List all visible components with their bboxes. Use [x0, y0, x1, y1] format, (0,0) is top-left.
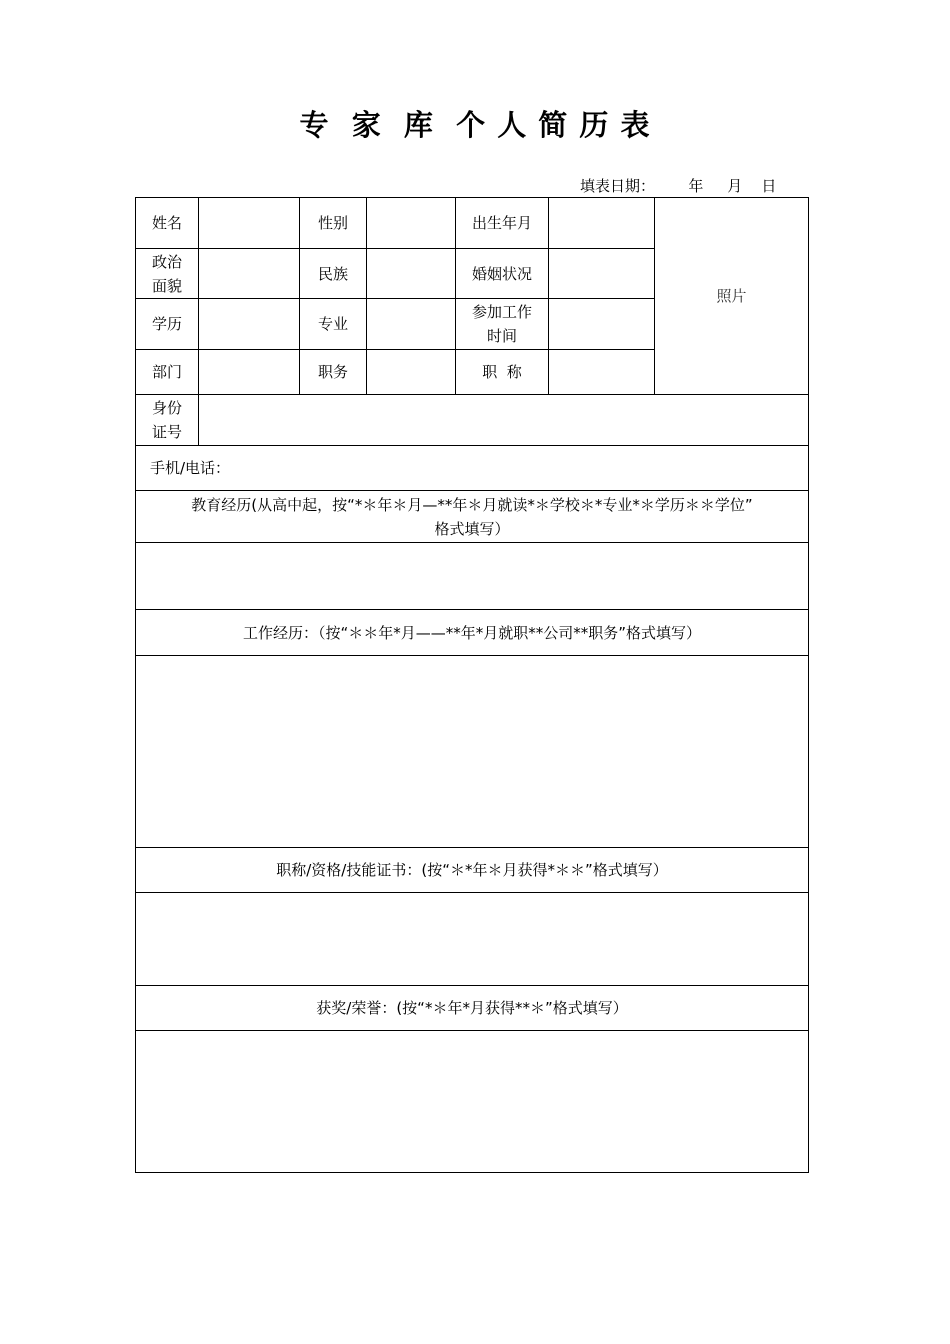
label-ethnicity: 民族 — [299, 248, 367, 299]
awards-header-text: 获奖/荣誉：(按“*＊年*月获得**＊”格式填写） — [316, 999, 628, 1017]
input-marital[interactable] — [548, 248, 655, 299]
label-id-line2: 证号 — [151, 423, 182, 441]
input-work-start[interactable] — [548, 298, 655, 350]
input-title-rank[interactable] — [548, 349, 655, 395]
label-title-rank: 职 称 — [455, 349, 549, 395]
education-header — [135, 490, 809, 543]
label-work-start — [455, 298, 549, 350]
label-department: 部门 — [135, 349, 199, 395]
label-work-start-line2: 时间 — [486, 327, 517, 345]
education-header-line2: 格式填写） — [434, 519, 510, 538]
label-political — [135, 248, 199, 299]
education-header-line1: 教育经历(从高中起，按“*＊年＊月—**年＊月就读*＊学校＊*专业*＊学历＊＊学位” — [191, 495, 753, 514]
label-marital: 婚姻状况 — [455, 248, 549, 299]
input-political[interactable] — [198, 248, 300, 299]
certificates-header — [135, 847, 809, 893]
input-major[interactable] — [366, 298, 456, 350]
fill-date-label: 填表日期： — [580, 177, 656, 195]
label-political-line1: 政治 — [151, 252, 182, 271]
certificates-header-text: 职称/资格/技能证书：(按“＊*年＊月获得*＊＊”格式填写） — [276, 861, 668, 879]
input-gender[interactable] — [366, 197, 456, 249]
fill-date-day: 日 — [761, 177, 777, 195]
certificates-content[interactable] — [135, 892, 809, 986]
work-content[interactable] — [135, 655, 809, 848]
label-phone: 手机/电话： — [150, 459, 231, 477]
label-id-line1: 身份 — [151, 399, 182, 417]
input-id-number[interactable] — [198, 394, 809, 446]
phone-row[interactable] — [135, 445, 809, 491]
label-id-number — [135, 394, 199, 446]
education-content[interactable] — [135, 542, 809, 610]
fill-date — [580, 175, 776, 196]
fill-date-year: 年 — [688, 177, 704, 195]
awards-content[interactable] — [135, 1030, 809, 1173]
input-ethnicity[interactable] — [366, 248, 456, 299]
label-name: 姓名 — [135, 197, 199, 249]
photo-box[interactable]: 照片 — [654, 197, 809, 395]
label-work-start-line1: 参加工作 — [471, 303, 532, 321]
input-birth[interactable] — [548, 197, 655, 249]
work-header — [135, 609, 809, 656]
label-political-line2: 面貌 — [151, 276, 182, 295]
label-major: 专业 — [299, 298, 367, 350]
input-position[interactable] — [366, 349, 456, 395]
label-gender: 性别 — [299, 197, 367, 249]
label-birth: 出生年月 — [455, 197, 549, 249]
input-name[interactable] — [198, 197, 300, 249]
work-header-text: 工作经历：（按“＊＊年*月——**年*月就职**公司**职务”格式填写） — [242, 623, 702, 642]
awards-header — [135, 985, 809, 1031]
label-education: 学历 — [135, 298, 199, 350]
page-title: 专 家 库 个 人 简 历 表 — [299, 108, 651, 142]
input-department[interactable] — [198, 349, 300, 395]
label-position: 职务 — [299, 349, 367, 395]
input-education[interactable] — [198, 298, 300, 350]
fill-date-month: 月 — [727, 177, 743, 195]
